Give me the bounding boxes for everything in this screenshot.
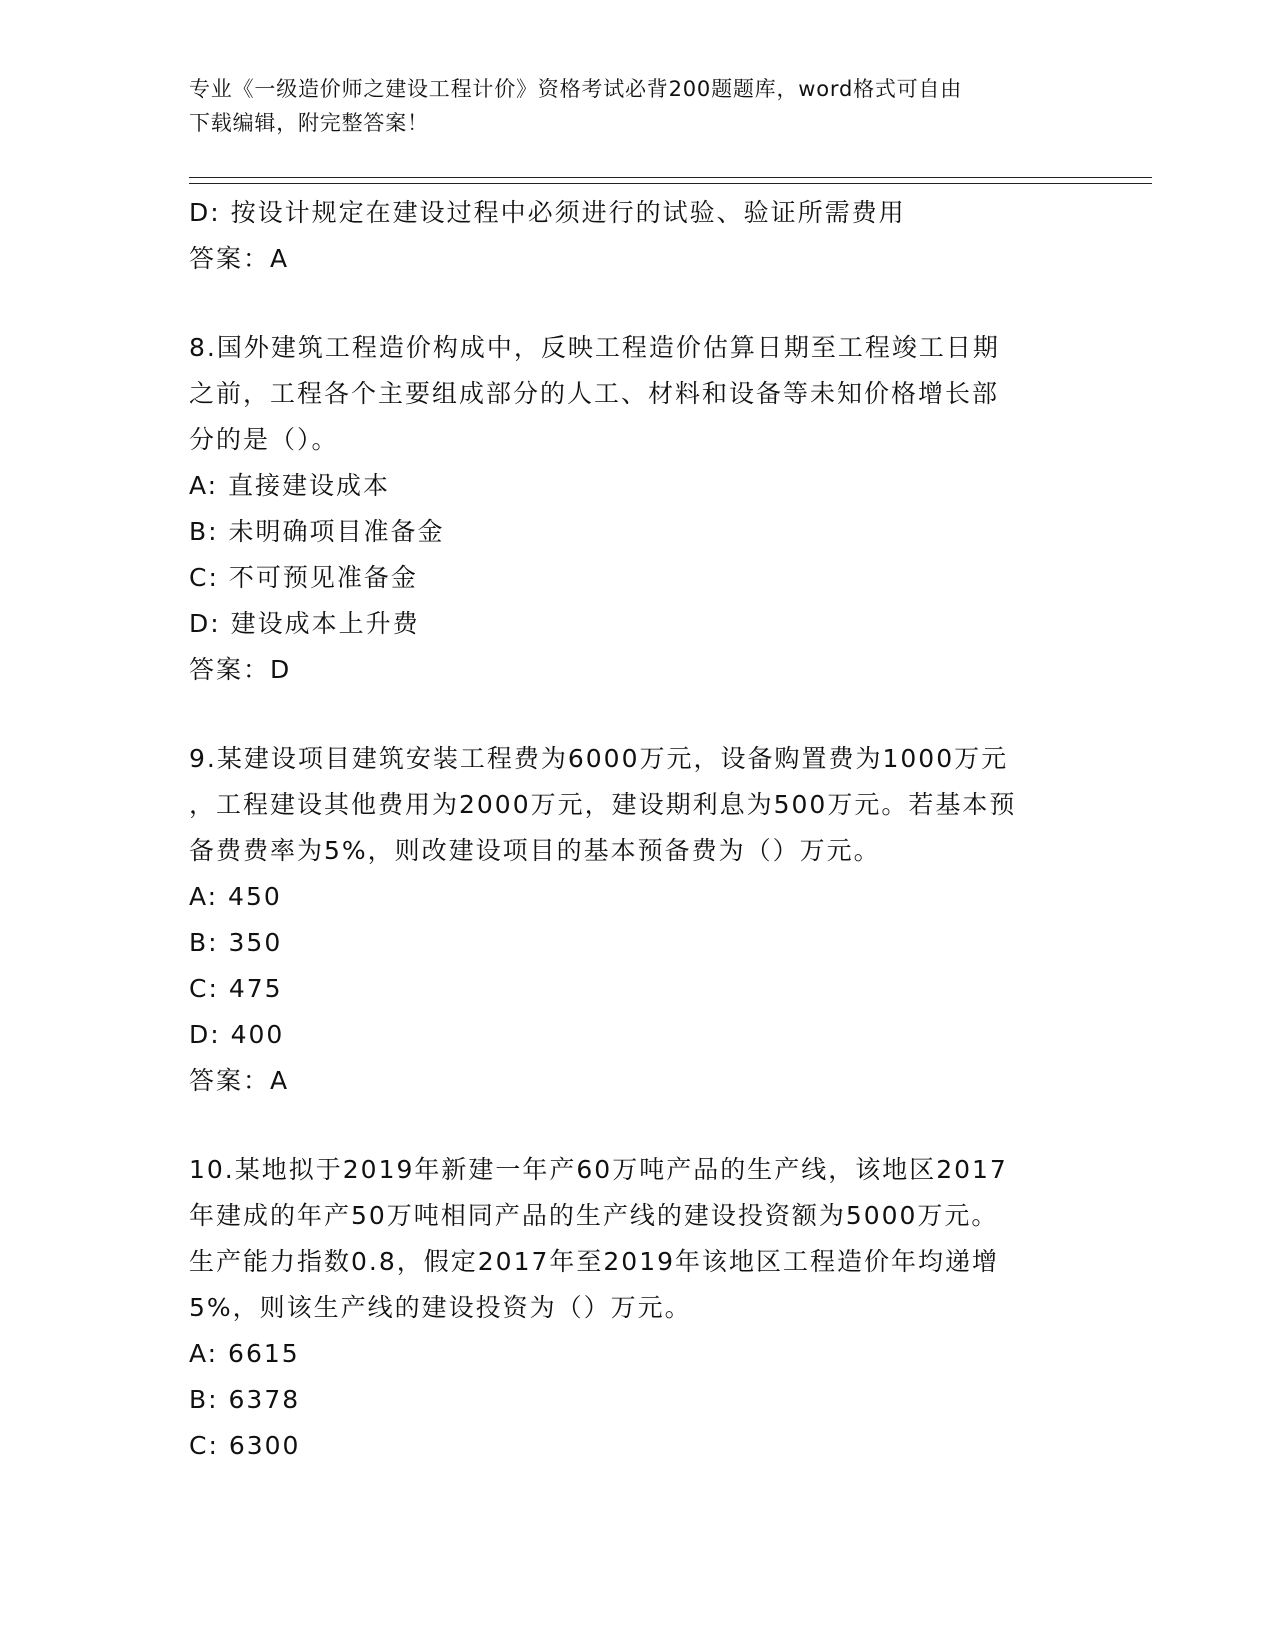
document-body (189, 190, 1089, 1469)
answer-line: 答案：A (189, 244, 290, 273)
question-stem-line: 8.国外建筑工程造价构成中，反映工程造价估算日期至工程竣工日期 (189, 333, 1000, 362)
question-stem-line: 生产能力指数0.8，假定2017年至2019年该地区工程造价年均递增 (189, 1247, 1000, 1276)
question-8 (189, 325, 1089, 693)
document-header (189, 72, 1089, 140)
option-c: C: 6300 (189, 1431, 301, 1460)
answer-line: 答案：A (189, 1066, 290, 1095)
question-10 (189, 1147, 1089, 1469)
option-b: B: 未明确项目准备金 (189, 517, 445, 546)
option-a: A: 直接建设成本 (189, 471, 391, 500)
spacer (189, 693, 1089, 736)
question-stem-line: 9.某建设项目建筑安装工程费为6000万元，设备购置费为1000万元 (189, 744, 1009, 773)
question-stem-line: 备费费率为5%，则改建设项目的基本预备费为（）万元。 (189, 836, 881, 865)
question-stem-line: 之前，工程各个主要组成部分的人工、材料和设备等未知价格增长部 (189, 379, 1000, 408)
option-b: B: 350 (189, 928, 283, 957)
header-line-2: 下载编辑，附完整答案！ (189, 111, 429, 135)
question-stem-line: 分的是（）。 (189, 425, 339, 454)
question-9 (189, 736, 1089, 1104)
option-a: A: 6615 (189, 1339, 300, 1368)
question-stem-line: 年建成的年产50万吨相同产品的生产线的建设投资额为5000万元。 (189, 1201, 999, 1230)
question-stem-line: 10.某地拟于2019年新建一年产60万吨产品的生产线，该地区2017 (189, 1155, 1008, 1184)
header-line-1: 专业《一级造价师之建设工程计价》资格考试必背200题题库，word格式可自由 (189, 77, 963, 101)
option-c: C: 不可预见准备金 (189, 563, 418, 592)
header-divider-top (189, 177, 1152, 178)
option-a: A: 450 (189, 882, 282, 911)
header-divider-bottom (189, 183, 1152, 184)
answer-line: 答案：D (189, 655, 292, 684)
option-d: D: 建设成本上升费 (189, 609, 420, 638)
option-b: B: 6378 (189, 1385, 301, 1414)
question-stem-line: 5%，则该生产线的建设投资为（）万元。 (189, 1293, 692, 1322)
option-d: D: 400 (189, 1020, 285, 1049)
option-d: D: 按设计规定在建设过程中必须进行的试验、验证所需费用 (189, 198, 906, 227)
question-stem-line: ，工程建设其他费用为2000万元，建设期利息为500万元。若基本预 (189, 790, 1017, 819)
option-c: C: 475 (189, 974, 283, 1003)
spacer (189, 282, 1089, 325)
spacer (189, 1104, 1089, 1147)
